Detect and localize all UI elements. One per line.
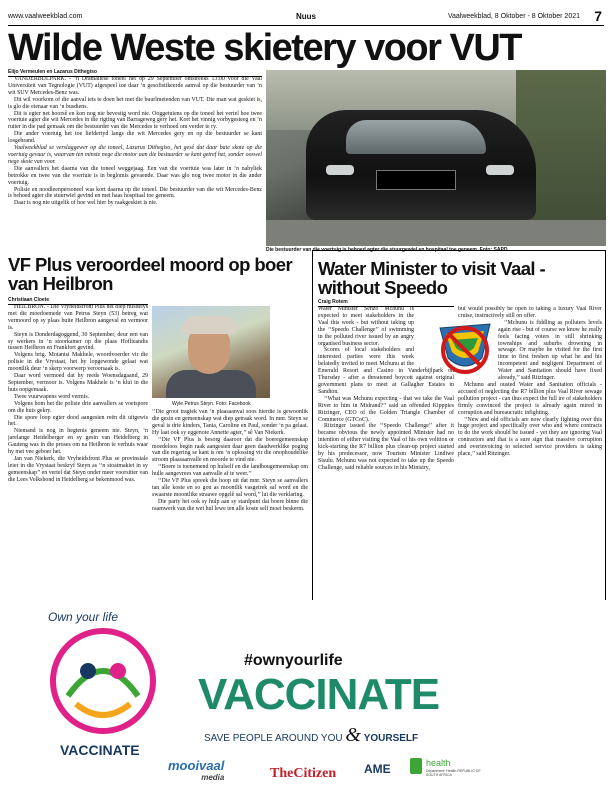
headline-story3: Water Minister to visit Vaal - without Speedo (318, 258, 546, 298)
section-name: Nuus (296, 12, 316, 21)
byline: Christiaan Cloete (8, 297, 148, 305)
ownyourlife-logo: Own your life VACCINATE (48, 604, 158, 764)
vaccinate-ad[interactable] (8, 600, 606, 792)
byline: Craig Rotem (318, 299, 454, 307)
site-url[interactable]: www.vaalweekblad.com (8, 13, 83, 20)
headline-story2: VF Plus veroordeel moord op boer van Heilbron (8, 254, 293, 294)
ad-hashtag: #ownyourlife (244, 652, 343, 669)
article-body: Water Minister Senzo Mchunu is expected to meet stakeholders in the Vaal this week - but without taking up the ‘‘Speedo Challenge’’ of swimming in the polluted river issued by an angry organised business sector. Scores of local stakeholders and interested parties were this week belatedly invited to meet Mchunu at the Emerald Resort and Casino in Vanderbijlpark on Thursday - after a threatened boycott against original government plans to meet at Gallagher Estates in Sandton. ‘‘What was Mchunu expecting - that we take the Vaal River to him in Midrand?’’ said an offended Kipppies Ritzinger, CEO of the Golden Triangle Chamber of Commerce (GTCoC). Ritzinger issued the ‘‘Speedo Challenge’’ after it became obvious the newly appointed Minister had no intention of either visiting the Vaal of his own volition or kick-starting the R7 billion plus clean-up project started by his predecessor, now Tourism Minister Lindiwe Sisulu. Mchunu was not expected to take up the Speedo Challenge, said reliable sources in his Ministry, (318, 306, 454, 471)
sponsor-ame: AME (364, 762, 391, 776)
article-body-col2: but would possibly be open to taking a luxury Vaal River cruise, instructively still on offer. ‘‘Mchunu is fiddling as polluters levels again rise - but of course we know he really feels facing voters in still shrinking townships and suburbs drowning in sewage. Or maybe he visited for the first time to first freshen up what he and his incompetent and negligent Department of Water and Sanitation should have fixed already,’’ said Ritzinger. Mchunu and ousted Water and Sanitation officials - accused of neglecting the R7 billion plus Vaal River sewage pollution project - can thus expect the full ire of stakeholders firmly convinced the project is already again mired in corruption and bureaucratic infighting. ‘‘New and old officials are now clearly fighting over this huge project and specifically over who and where contracts to do the work should be issued - yet they are ignoring Vaal contractors and that is a sure sign that massive corruption and overinvoicing to selected service providers is taking place,’’ said Ritzinger. (458, 306, 602, 458)
photo-caption: Wyle Petrus Steyn. Foto: Facebook (172, 401, 251, 407)
sponsor-health: health Department: Health REPUBLIC OF SOUTH AFRICA (410, 758, 480, 788)
ad-big-word: VACCINATE (198, 670, 440, 719)
article-body: VANDERBIJLPARK. - ‘n Dramatiese toneel het op 29 September omstreeks 13:00 voor die Vaal Universiteit van Tegnologie (VUT) afgespeel toe daar ‘n gesofistikeerde aanval op die bestuurder van ‘n wit SUV Mercedes-Benz was. Dit wil voorkom of die aanval iets te doen het met die buurlmetenden van VUT. Die man wat geskiet is, is glo die eienaar van ‘n busdiens. Dit is egter net hoorsê en kon nog nie bevestig word nie. Ooggetuiens op die toneel het vertel hoe twee voertuie agter die wit Mercedes in die rigting van Barrageweg gery het. Kort het vinnig vorbygesteeg en ‘n ruiter in die pad gemaak om die bestuurder van die Mercedes te verhoed om verder te ry. Die ander voertuig het toe liefdertyd langs die wit Mercedes gery en op die bestuurder se kant losgebrand. Vaalweekblad se verslaggewer op die toneel, Lazarus Dithegiso, het gesê dat daar baie skote op die voertuig gevuur is, waarvan ten minste nege die motor aan die bestuurder se kant getref het, sonder ooswel nege skote van voor. Die aanvallers het daarna van die toneel weggejaag. Een van die voertuie was later in ‘n nabyliek betrokke en twee van die voertuie is in beglomis gevaende. Daar was glo nog twee motor in die ander voertuig. Polisie en noodleenpersoneel was kort daarna op die toneel. Die bestuurder van die wit Mercedes-Benz is behoed agter die stuurwiel gevind en met haas hospitaal toe geneem. Daar is nog nie uitgelik of hoe wel hier by raakgeskiet is nie. (8, 76, 262, 207)
issue-date: Vaalweekblad, 8 Oktober - 8 Oktober 2021 (447, 13, 580, 20)
byline: Elijo Vermeulen en Lazarus Dithegiso (8, 69, 262, 77)
page-number: 7 (594, 8, 602, 24)
sponsor-mooivaal: mooivaal media (168, 758, 225, 782)
ad-tagline: SAVE PEOPLE AROUND YOU & YOURSELF (204, 724, 419, 746)
article-body: HEILBRON. - Die Vryheidsfront Plus het diep misdelys met die moedoemede van Petrus Steyn (53) betreg wat vermoord op sy plaas buite Heilbron aangeval en vermoor is. Steyn is Donderdagoggend, 30 September, deur een van sy werkers in ‘n stoorkamer op die plaas Hoflieandis tussen Heilbron en Frankfort gevind. Volgens brig. Motantsi Makhele, woordvoerder vir die polisie in die Vrystaat, het hy lopgewonde gelaat wat moontlik deur ‘n skerp voorwerp veroorsaak is. Daar word vermoed dat hy reeds Woensdagaand, 29 September, vermoor is. Volgens Makhele is ‘n klui in die huis oopgemaak. Twee vuurwapens word vermis. Volgens hom het die polisie drie aanvallers se voetspore om die huis gekry. Die spore loop egter dood aangesien reën dit uitgewis het. Niemand is nog in hegtenis geneem nie. Steyn, ‘n jarelange Heidelberger en sy gesin van Heidelberg in Gauteng was in die proses om na Heilbron te verhuis waar hy met vee geboer het. Jan van Niekerk, die Vryheidsfront Plus se provinsiale leier in die Vrystaat beskryf Steyn as ‘‘n stoatmakiet in sy gemeenskap’’ en vertel dat Steyn onder meer voorsitter van die Lees Volksbond in Heidelberg se bekenmood was. (8, 304, 148, 483)
portrait-photo (152, 306, 270, 398)
page-header (8, 8, 604, 26)
headline-main: Wilde Weste skietery voor VUT (8, 27, 521, 69)
car-photo (266, 70, 606, 246)
article-body-cont: ‘‘Die groot tragiek van ‘n plaasaanval soos hierdie is gewoonlik die gesin en gemeenskap wat diep getraak word. In mnr. Steyn se geval is drie kinders, Tania, Caroline en Paul, sonder ‘n pa gelaat. Hy laat ook sy eggenote Annette agter,’’ sê Van Niekerk. ‘‘Die VF Plus is besorg daaroor dat die boeregemeenskap moedeloos begin raak aangesien daar geen daadwerklike poging van die regering se kant is om ‘n oplossing vir die onophoudelike stroom plaasaanvalle en moorde te vind nie. ‘‘Boere is toenemend op hulself en die landbougemeenskap om hulle aangevrees van aanvalle af te weer.’’ ‘‘Die VF Plus spreek die hoop uit dat mnr. Steyn se aanvallers tan alle koste en so gou as moontlik vasgetrek sal word en die swaarste moontlike straawe opgelê sal word,’’ lui die verklaring. Die party het ook sy hulp aan sy stardpunt dat boere binne die raamwerk van die wet hul lewe ten alle koste self moet beskerm. (152, 409, 308, 512)
sponsor-citizen: TheCitizen (270, 766, 337, 781)
photo-caption: Die bestuurder van die voertuig is behoed agter die stuurgewiel en hospitaal toe geneem. Foto: SAPD (266, 247, 508, 253)
